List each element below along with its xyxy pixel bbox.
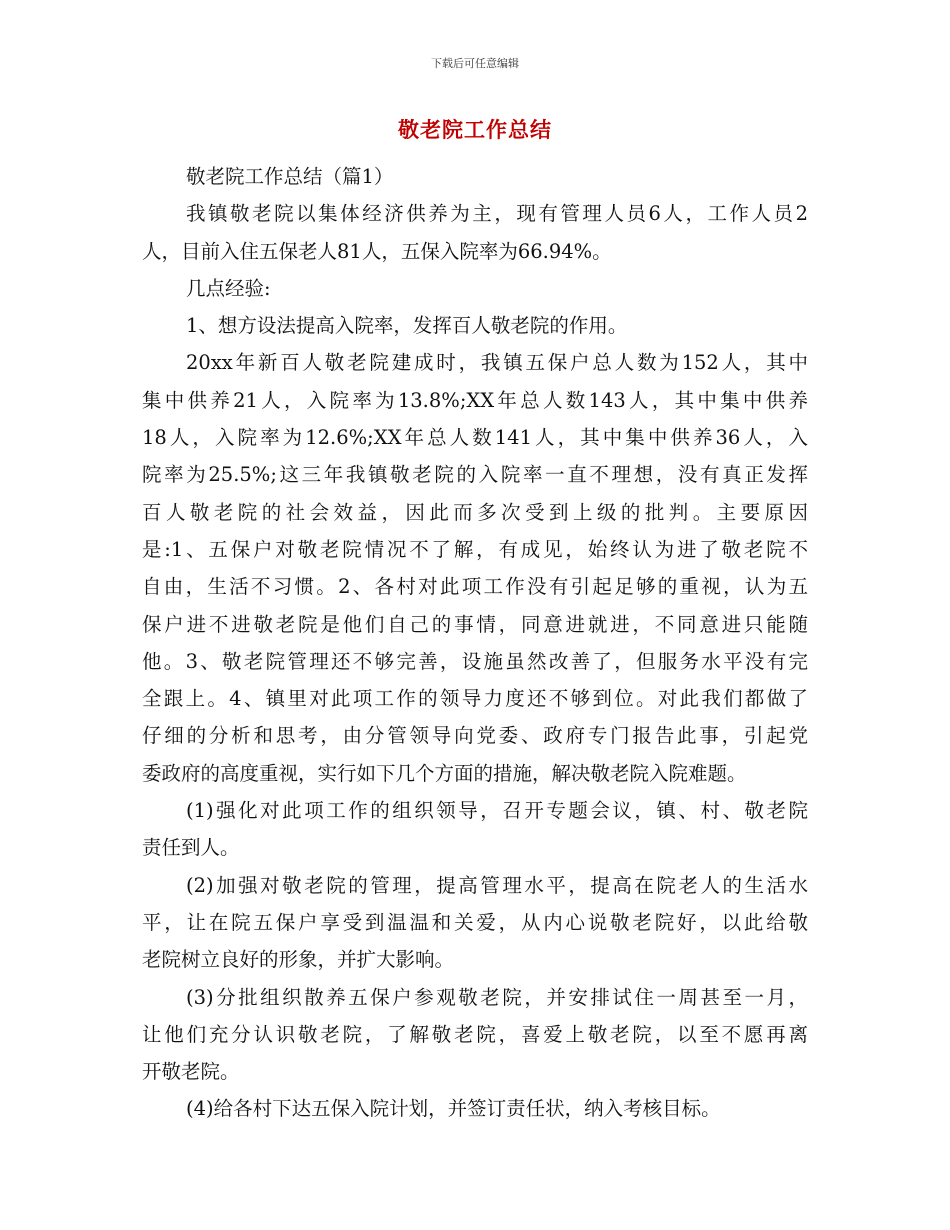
paragraph-line: 仔细的分析和思考，由分管领导向党委、政府专门报告此事，引起党	[142, 724, 808, 748]
paragraph-line: 1、想方设法提高入院率，发挥百人敬老院的作用。	[186, 314, 628, 338]
paragraph-line: 是:1、五保户对敬老院情况不了解，有成见，始终认为进了敬老院不	[142, 537, 808, 561]
paragraph-line: 18人，入院率为12.6%;XX年总人数141人，其中集中供养36人，入	[142, 426, 808, 450]
paragraph-line: 老院树立良好的形象，并扩大影响。	[142, 948, 455, 972]
paragraph-line: 百人敬老院的社会效益，因此而多次受到上级的批判。主要原因	[142, 500, 808, 524]
paragraph-line: 开敬老院。	[142, 1060, 240, 1084]
header-note: 下载后可任意编辑	[431, 57, 519, 70]
paragraph-line: 让他们充分认识敬老院，了解敬老院，喜爱上敬老院，以至不愿再离	[142, 1022, 808, 1046]
paragraph-line: 院率为25.5%;这三年我镇敬老院的入院率一直不理想，没有真正发挥	[142, 463, 808, 487]
paragraph-line: 全跟上。4、镇里对此项工作的领导力度还不够到位。对此我们都做了	[142, 687, 808, 711]
paragraph-line: 平，让在院五保户享受到温温和关爱，从内心说敬老院好，以此给敬	[142, 910, 808, 934]
paragraph-line: (1)强化对此项工作的组织领导，召开专题会议，镇、村、敬老院	[186, 799, 808, 823]
paragraph-line: 他。3、敬老院管理还不够完善，设施虽然改善了，但服务水平没有完	[142, 649, 808, 673]
paragraph-line: 几点经验:	[186, 276, 271, 300]
paragraph-line: (4)给各村下达五保入院计划，并签订责任状，纳入考核目标。	[186, 1097, 721, 1121]
paragraph-line: (2)加强对敬老院的管理，提高管理水平，提高在院老人的生活水	[186, 873, 808, 897]
paragraph-line: 20xx年新百人敬老院建成时，我镇五保户总人数为152人，其中	[186, 351, 808, 375]
paragraph-line: 保户进不进敬老院是他们自己的事情，同意进就进，不同意进只能随	[142, 612, 808, 636]
section-heading: 敬老院工作总结（篇1）	[186, 165, 394, 188]
paragraph-line: 自由，生活不习惯。2、各村对此项工作没有引起足够的重视，认为五	[142, 575, 808, 599]
paragraph-line: 我镇敬老院以集体经济供养为主，现有管理人员6人，工作人员2	[186, 202, 808, 226]
paragraph-line: 集中供养21人，入院率为13.8%;XX年总人数143人，其中集中供养	[142, 388, 808, 412]
paragraph-line: 人，目前入住五保老人81人，五保入院率为66.94%。	[142, 239, 612, 263]
paragraph-line: 责任到人。	[142, 836, 240, 860]
document-body	[142, 158, 808, 1128]
paragraph-line: (3)分批组织散养五保户参观敬老院，并安排试住一周甚至一月，	[186, 985, 808, 1009]
paragraph-line: 委政府的高度重视，实行如下几个方面的措施，解决敬老院入院难题。	[142, 761, 747, 785]
document-title: 敬老院工作总结	[398, 118, 552, 142]
